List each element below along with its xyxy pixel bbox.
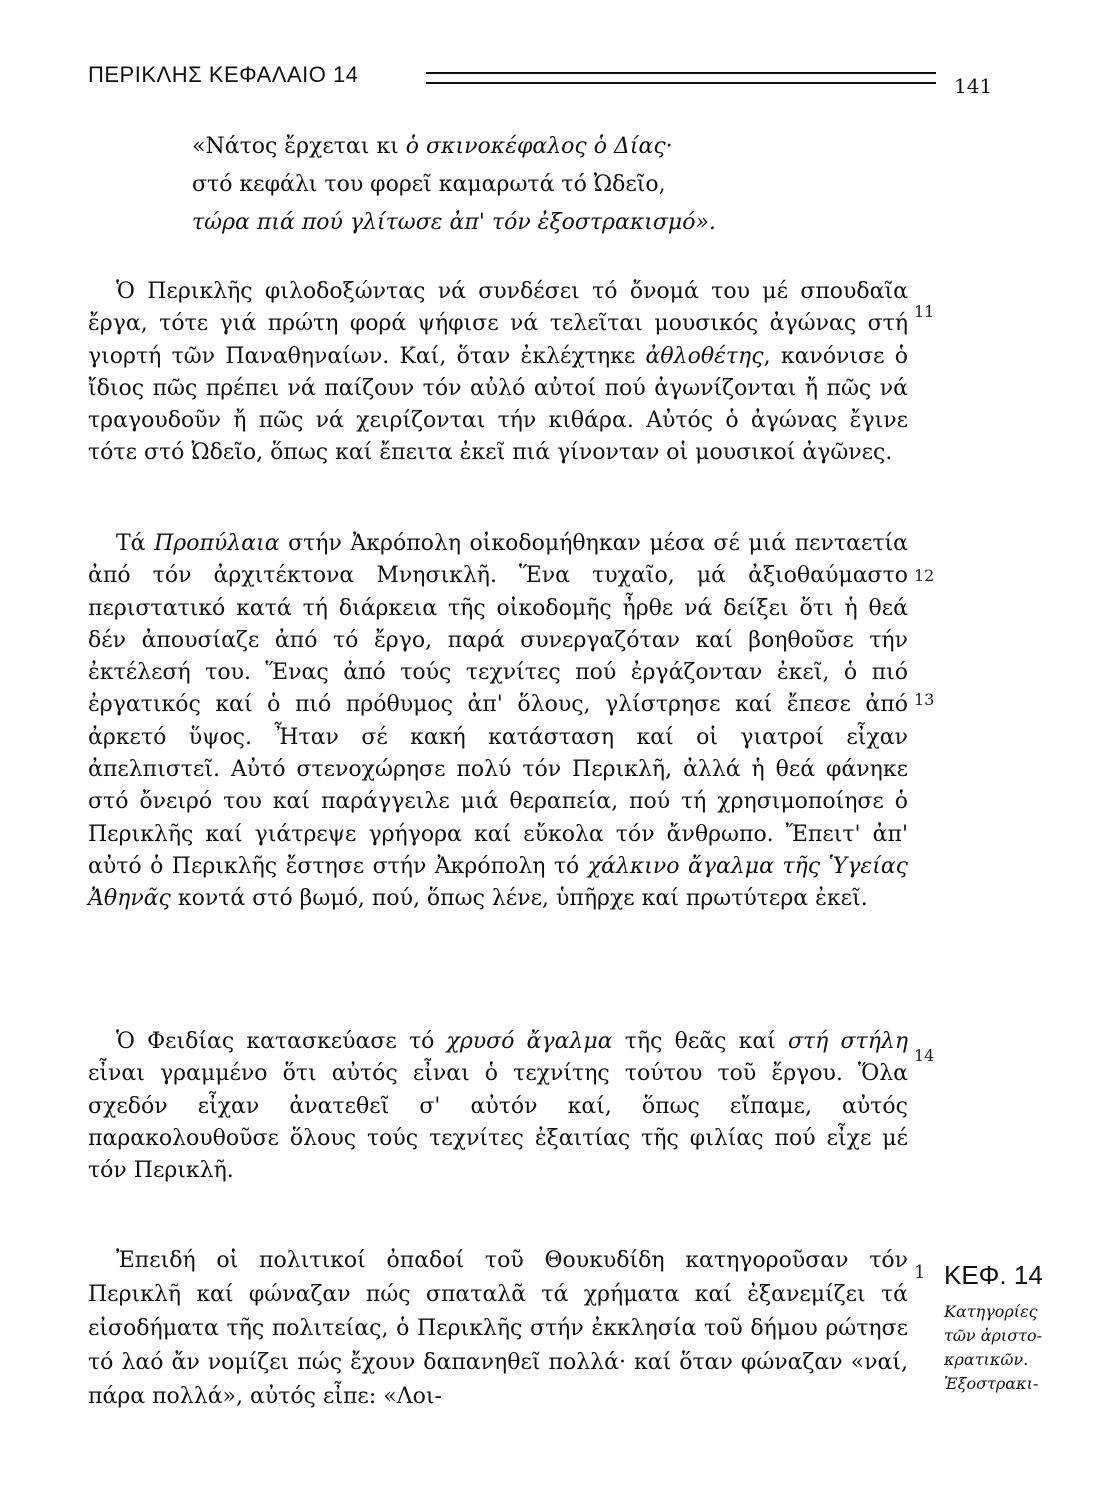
verse-line-1-italic: ὁ σκινοκέφαλος ὁ Δίας· (405, 134, 673, 159)
verse-line-2: στό κεφάλι του φορεῖ καμαρωτά τό Ὠδεῖο, (192, 172, 666, 197)
paragraph-12-italic-1: Προπύλαια (154, 531, 280, 556)
chapter-sidenote (944, 1300, 1074, 1396)
running-header (88, 60, 993, 100)
paragraph-1: Ἐπειδή οἱ πολιτικοί ὀπαδοί τοῦ Θουκυδίδη κατηγοροῦσαν τόν Περικλῆ καί φώναζαν πώς σπαταλᾶ τά χρήματα καί ἐξανεμίζει τά εἰσοδήματα τῆς πολιτείας, ὁ Περικλῆς στήν ἐκκλησία τοῦ δήμου ρώτησε τό λαό ἄν νομίζει πώς ἔχουν δαπανηθεῖ πολλά· καί ὅταν φώναζαν «ναί, πάρα πολλά», αὐτός εἶπε: «Λοι- (88, 1248, 908, 1409)
margin-number-1: 1 (914, 1262, 926, 1283)
paragraph-14-italic-1: χρυσό ἄγαλμα (446, 1029, 613, 1054)
header-title: ΠΕΡΙΚΛΗΣ ΚΕΦΑΛΑΙΟ 14 (88, 62, 359, 87)
margin-number-12: 12 (914, 566, 935, 585)
verse-line-1-text: «Νάτος ἔρχεται κι (192, 134, 406, 159)
paragraph-12-text-2: στήν Ἀκρόπολη οἰκοδομήθηκαν μέσα σέ μιά πενταετία ἀπό τόν ἀρχιτέκτονα Μνησικλῆ. Ἕνα τυχαῖο, μά ἀξιοθαύμαστο περιστατικό κατά τή διάρκεια τῆς οἰκοδομῆς ἦρθε νά δείξει ὅτι ἡ θεά δέν ἀπουσίαζε ἀπό τό ἔργο, παρά συνεργαζόταν καί βοηθοῦσε τήν ἐκτέλεσή του. Ἕνας ἀπό τούς τεχνίτες πού ἐργάζονταν ἐκεῖ, ὁ πιό ἐργατικός καί ὁ πιό πρόθυμος ἀπ' ὅλους, γλίστρησε καί ἔπεσε ἀπό ἀρκετό ὕψος. Ἦταν σέ κακή κατάσταση καί οἱ γιατροί εἶχαν ἀπελπιστεῖ. Αὐτό στενοχώρησε πολύ τόν Περικλῆ, ἀλλά ἡ θεά φάνηκε στό ὄνειρό του καί παράγγειλε μιά θεραπεία, πού τή χρησιμοποίησε ὁ Περικλῆς καί γιάτρεψε γρήγορα καί εὔκολα τόν ἄνθρωπο. Ἔπειτ' ἀπ' αὐτό ὁ Περικλῆς ἔστησε στήν Ἀκρόπολη τό (88, 531, 909, 879)
paragraph-14-text-2: τῆς θεᾶς καί (612, 1029, 788, 1054)
margin-number-14: 14 (914, 1046, 935, 1065)
verse-line-1 (192, 128, 812, 166)
chapter-sidenote-title: ΚΕΦ. 14 (944, 1260, 1043, 1290)
sidenote-line: κρατικῶν. (944, 1350, 1029, 1369)
header-double-rule (426, 72, 936, 84)
paragraph-12 (88, 528, 908, 916)
verse-line-3: τώρα πιά πού γλίτωσε ἀπ' τόν ἐξοστρακισμό». (192, 210, 716, 235)
sidenote-line: τῶν ἀριστο- (944, 1326, 1043, 1345)
margin-number-13: 13 (914, 690, 935, 709)
margin-number-11: 11 (914, 302, 935, 321)
paragraph-14-italic-2: στή στήλη (787, 1029, 908, 1054)
paragraph-11-text-1: Ὁ Περικλῆς φιλοδοξώντας νά συνδέσει τό ὄνομά του μέ σπουδαῖα ἔργα, τότε γιά πρώτη φορά ψήφισε νά τελεῖται μουσικός ἀγώνας στή γιορτή τῶν Παναθηναίων. Καί, ὅταν ἐκλέχτηκε (88, 279, 908, 369)
paragraph-14-text-3: εἶναι γραμμένο ὅτι αὐτός εἶναι ὁ τεχνίτης τούτου τοῦ ἔργου. Ὅλα σχεδόν εἶχαν ἀνατεθεῖ σ' αὐτόν καί, ὅπως εἴπαμε, αὐτός παρακολουθοῦσε ὅλους τούς τεχνίτες ἐξαιτίας τῆς φιλίας πού εἶχε μέ τόν Περικλῆ. (88, 1061, 908, 1184)
quoted-verse (192, 128, 812, 242)
sidenote-line: Ἐξοστρακι- (944, 1374, 1039, 1393)
paragraph-11-text-2: , κανόνισε ὁ ἴδιος πῶς πρέπει νά παίζουν τόν αὐλό αὐτοί πού ἀγωνίζονται ἤ πῶς νά τραγουδοῦν ἤ πῶς νά χειρίζονται τήν κιθάρα. Αὐτός ὁ ἀγώνας ἔγινε τότε στό Ὠδεῖο, ὅπως καί ἔπειτα ἐκεῖ πιά γίνονταν οἱ μουσικοί ἀγῶνες. (88, 343, 908, 466)
paragraph-14 (88, 1026, 908, 1187)
paragraph-12-text-3: κοντά στό βωμό, πού, ὅπως λένε, ὑπῆρχε καί πρωτύτερα ἐκεῖ. (170, 886, 868, 912)
paragraph-14-text-1: Ὁ Φειδίας κατασκεύασε τό (116, 1029, 447, 1054)
paragraph-12-text-1: Τά (116, 531, 155, 556)
page-number: 141 (954, 74, 993, 98)
paragraph-12-italic-2: χάλκινο ἄγαλμα τῆς Ὑγείας Ἀθηνᾶς (88, 853, 908, 912)
paragraph-11 (88, 276, 908, 470)
sidenote-line: Κατηγορίες (944, 1302, 1038, 1321)
paragraph-11-italic-1: ἀθλοθέτης (645, 343, 764, 369)
